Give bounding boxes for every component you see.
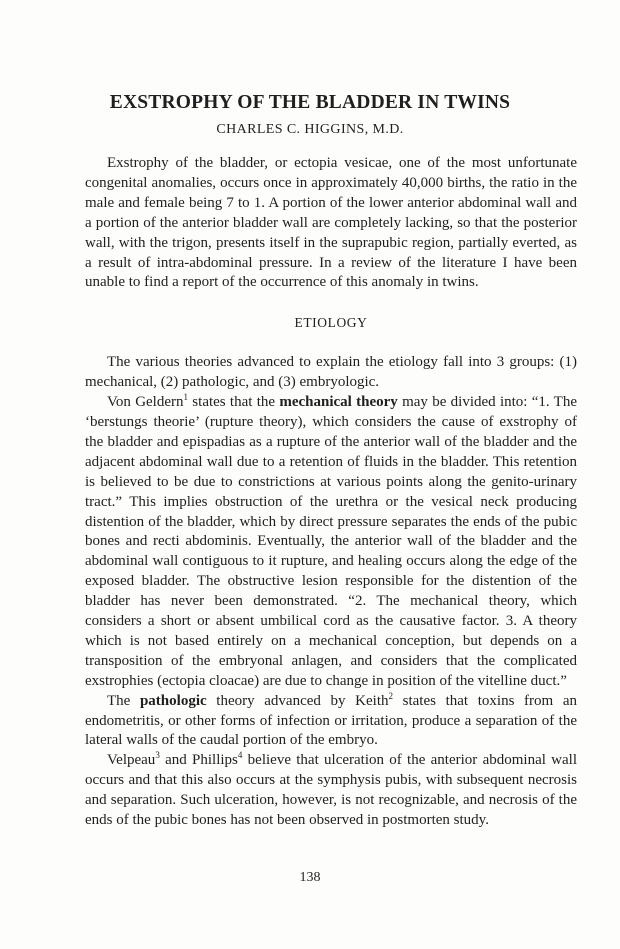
- citation-ref: 3: [155, 750, 160, 761]
- text-run: Velpeau: [107, 752, 156, 769]
- etiology-paragraph-2: [85, 393, 577, 692]
- text-run: and Phillips: [159, 752, 238, 769]
- article-body: [85, 154, 577, 831]
- text-run: believe that ulceration of the anterior abdominal wall occurs and that this also occurs at the symphysis pubis, with subsequent necrosis and separation. Such ulceration, however, is not recognizable, and necrosis of the ends of the pubic bones has not been observed in postmorten study.: [85, 752, 577, 829]
- etiology-paragraph-4: [85, 751, 577, 831]
- bold-term: pathologic: [139, 692, 207, 709]
- intro-paragraph: Exstrophy of the bladder, or ectopia vesicae, one of the most unfortunate congenital anomalies, occurs once in approximately 40,000 births, the ratio in the male and female being 7 to 1. A portion of the lower anterior abdominal wall and a portion of the anterior bladder wall are completely lacking, so that the posterior wall, with the trigon, presents itself in the suprapubic region, partially everted, as a result of intra-abdominal pressure. In a review of the literature I have been unable to find a report of the occurrence of this anomaly in twins.: [85, 155, 577, 291]
- text-run: may be divided into: “1. The ‘berstungs theorie’ (rupture theory), which considers the cause of exstrophy of the bladder and epispadias as a rupture of the anterior wall of the bladder and the adjacent abdominal wall due to a retention of fluids in the bladder. This retention is believed to be due to constrictions at various points along the genito-urinary tract.” This implies obstruction of the urethra or the vesical neck producing distention of the bladder, which by direct pressure separates the ends of the pubic bones and recti abdominis. Eventually, the anterior wall of the bladder and the abdominal wall contiguous to it rupture, and healing occurs along the edge of the exposed bladder. The obstructive lesion responsible for the distention of the bladder has never been demonstrated. “2. The mechanical theory, which considers a short or absent umbilical cord as the causative factor. 3. A theory which is not based entirely on a mechanical conception, but depends on a transposition of the embryonal anlagen, and considers that the complicated exstrophies (ectopia cloacae) are due to change in position of the vitelline duct.”: [85, 394, 577, 689]
- etiology-paragraph-1: The various theories advanced to explain the etiology fall into 3 groups: (1) mechanical, (2) pathologic, and (3) embryologic.: [85, 354, 577, 391]
- text-run: Von Geldern: [107, 394, 184, 411]
- citation-ref: 2: [388, 690, 393, 701]
- text-run: The: [107, 692, 140, 709]
- article-title: EXSTROPHY OF THE BLADDER IN TWINS: [109, 92, 511, 113]
- etiology-paragraph-3: [85, 692, 577, 752]
- section-heading-etiology: ETIOLOGY: [294, 315, 368, 331]
- citation-ref: 1: [183, 392, 189, 403]
- article-author: CHARLES C. HIGGINS, M.D.: [216, 122, 404, 137]
- bold-term: mechanical theory: [279, 394, 398, 411]
- text-run: states that toxins from an endometritis, or other forms of infection or irritation, produce a separation of the lateral walls of the caudal portion of the embryo.: [85, 692, 578, 749]
- page-number: 138: [299, 870, 321, 885]
- citation-ref: 4: [237, 750, 243, 761]
- text-run: theory advanced by Keith: [206, 692, 389, 709]
- text-run: states that the: [188, 394, 280, 411]
